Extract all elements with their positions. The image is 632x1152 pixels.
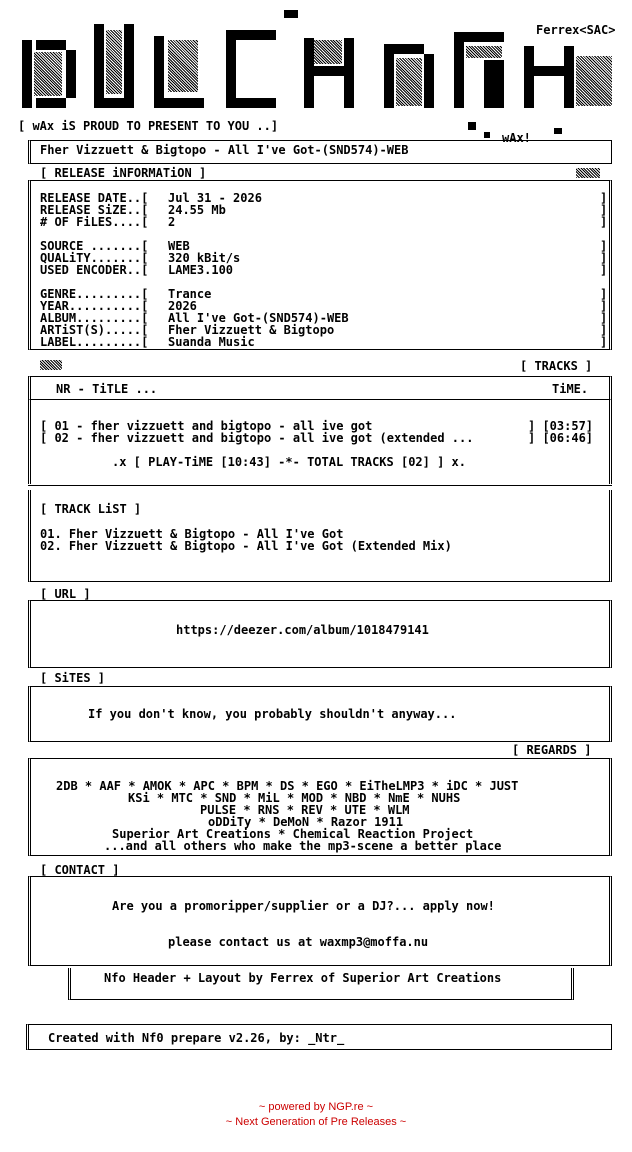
layout-credit: Nfo Header + Layout by Ferrex of Superior Art Creations <box>104 971 502 985</box>
next-generation: ~ Next Generation of Pre Releases ~ <box>225 1116 407 1128</box>
contact-heading: [ CONTACT ] <box>40 863 120 877</box>
regards-line-1: 2DB * AAF * AMOK * APC * BPM * DS * EGO * EiTheLMP3 * iDC * JUST <box>56 779 519 793</box>
credit-text: Ferrex<SAC> <box>536 23 616 37</box>
section-shade <box>40 360 62 370</box>
tracks-heading: [ TRACKS ] <box>520 359 593 373</box>
track-time-2: ] [06:46] <box>528 431 594 445</box>
ascii-logo <box>14 10 618 120</box>
powered-by: ~ powered by NGP.re ~ <box>258 1101 374 1113</box>
info-label: SOURCE .......[ <box>40 239 149 253</box>
info-bracket: ] <box>600 335 608 349</box>
regards-line-4: oDDiTy * DeMoN * Razor 1911 <box>208 815 404 829</box>
info-label: QUALiTY.......[ <box>40 251 149 265</box>
info-label: RELEASE SiZE..[ <box>40 203 149 217</box>
tracklist-heading: [ TRACK LiST ] <box>40 502 142 516</box>
info-value: Fher Vizzuett & Bigtopo <box>168 323 335 337</box>
url-link[interactable]: https://deezer.com/album/1018479141 <box>176 623 429 637</box>
track-time-1: ] [03:57] <box>528 419 594 433</box>
info-bracket: ] <box>600 263 608 277</box>
created-text: Created with Nf0 prepare v2.26, by: _Ntr_ <box>48 1031 345 1045</box>
info-label: ALBUM.........[ <box>40 311 149 325</box>
contact-box <box>28 876 612 966</box>
tracklist-item-2: 02. Fher Vizzuett & Bigtopo - All I've Got (Extended Mix) <box>40 539 452 553</box>
info-label: YEAR..........[ <box>40 299 149 313</box>
info-label: ARTiST(S).....[ <box>40 323 149 337</box>
regards-line-6: ...and all others who make the mp3-scene a better place <box>104 839 502 853</box>
url-heading: [ URL ] <box>40 587 91 601</box>
info-value: Trance <box>168 287 212 301</box>
tracks-summary: .x [ PLAY-TiME [10:43] -*- TOTAL TRACKS [02] ] x. <box>112 455 467 469</box>
info-label: LABEL.........[ <box>40 335 149 349</box>
info-value: 2 <box>168 215 176 229</box>
regards-line-3: PULSE * RNS * REV * UTE * WLM <box>200 803 410 817</box>
track-row-2: [ 02 - fher vizzuett and bigtopo - all ive got (extended ... <box>40 431 474 445</box>
info-bracket: ] <box>600 287 608 301</box>
regards-line-2: KSi * MTC * SND * MiL * MOD * NBD * NmE * NUHS <box>128 791 461 805</box>
regards-line-5: Superior Art Creations * Chemical Reaction Project <box>112 827 474 841</box>
regards-heading: [ REGARDS ] <box>512 743 592 757</box>
info-value: 24.55 Mb <box>168 203 226 217</box>
col-time: TiME. <box>552 382 589 396</box>
info-label: USED ENCODER..[ <box>40 263 149 277</box>
sites-heading: [ SiTES ] <box>40 671 106 685</box>
info-bracket: ] <box>600 311 608 325</box>
contact-line-2: please contact us at waxmp3@moffa.nu <box>168 935 429 949</box>
tracklist-item-1: 01. Fher Vizzuett & Bigtopo - All I've Got <box>40 527 344 541</box>
contact-line-1: Are you a promoripper/supplier or a DJ?... apply now! <box>112 899 495 913</box>
info-value: Jul 31 - 2026 <box>168 191 262 205</box>
divider <box>28 485 612 486</box>
wax-tag: wAx! <box>502 131 531 145</box>
section-shade <box>576 168 600 178</box>
info-bracket: ] <box>600 203 608 217</box>
col-title: NR - TiTLE ... <box>56 382 158 396</box>
info-value: WEB <box>168 239 190 253</box>
info-value: LAME3.100 <box>168 263 234 277</box>
info-value: Suanda Music <box>168 335 255 349</box>
sites-text: If you don't know, you probably shouldn't anyway... <box>88 707 457 721</box>
info-bracket: ] <box>600 251 608 265</box>
info-bracket: ] <box>600 191 608 205</box>
info-label: RELEASE DATE..[ <box>40 191 149 205</box>
info-bracket: ] <box>600 299 608 313</box>
info-value: 2026 <box>168 299 197 313</box>
info-heading: [ RELEASE iNFORMATiON ] <box>40 166 207 180</box>
info-bracket: ] <box>600 239 608 253</box>
release-title: Fher Vizzuett & Bigtopo - All I've Got-(SND574)-WEB <box>40 143 409 157</box>
info-label: GENRE.........[ <box>40 287 149 301</box>
info-value: All I've Got-(SND574)-WEB <box>168 311 349 325</box>
info-bracket: ] <box>600 323 608 337</box>
info-label: # OF FiLES....[ <box>40 215 149 229</box>
info-value: 320 kBit/s <box>168 251 241 265</box>
track-row-1: [ 01 - fher vizzuett and bigtopo - all ive got <box>40 419 373 433</box>
proud-banner: [ wAx iS PROUD TO PRESENT TO YOU ..] <box>18 119 279 133</box>
info-bracket: ] <box>600 215 608 229</box>
